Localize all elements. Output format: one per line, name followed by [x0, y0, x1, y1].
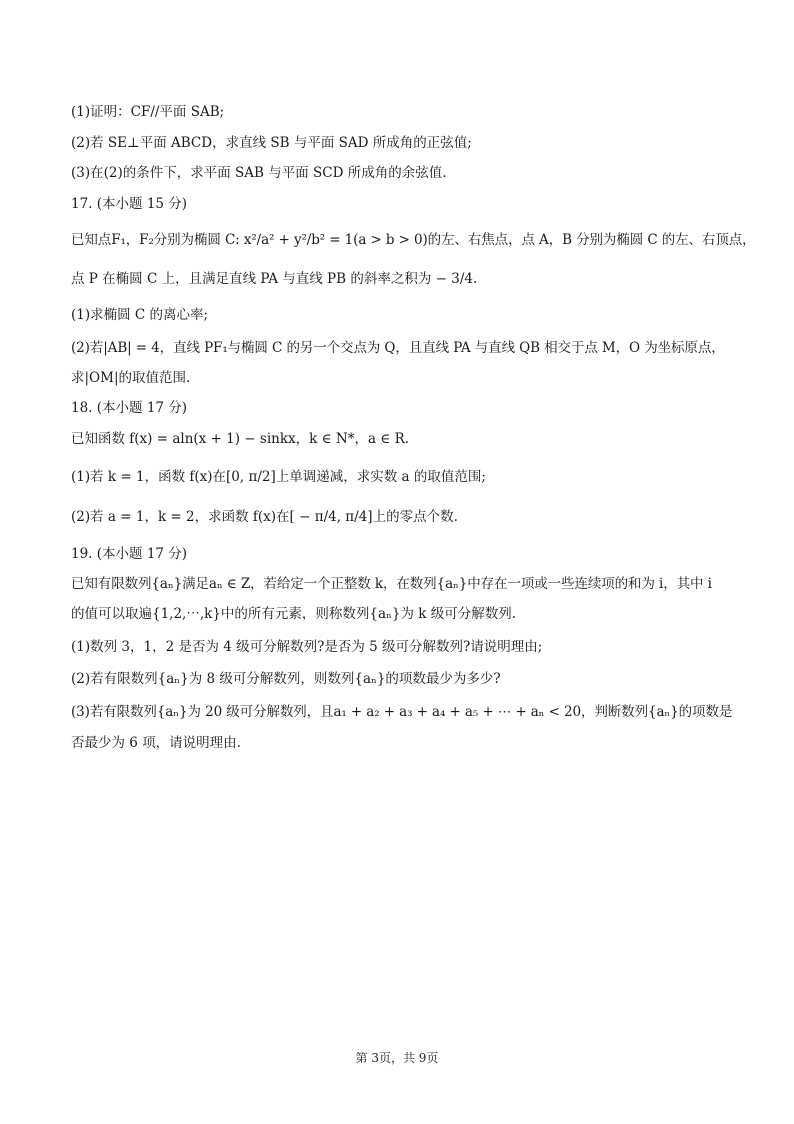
q19-stem-line1: 已知有限数列{aₙ}满足aₙ ∈ Z，若给定一个正整数 k，在数列{aₙ}中存在一项或一些连续项的和为 i，其中 i [71, 576, 712, 592]
q18-stem: 已知函数 f(x) = aln(x + 1) − sinkx，k ∈ N*，a ∈ R. [71, 431, 410, 447]
q19-part1: (1)数列 3，1，2 是否为 4 级可分解数列?是否为 5 级可分解数列?请说明理由; [71, 639, 543, 655]
q17-header: 17. (本小题 15 分) [71, 196, 188, 212]
q17-stem-line1: 已知点F₁，F₂分别为椭圆 C: x²/a² + y²/b² = 1(a > b > 0)的左、右焦点，点 A，B 分别为椭圆 C 的左、右顶点， [71, 232, 756, 248]
q18-part2: (2)若 a = 1，k = 2，求函数 f(x)在[ − π/4, π/4]上的零点个数. [71, 509, 458, 525]
q19-part2: (2)若有限数列{aₙ}为 8 级可分解数列，则数列{aₙ}的项数最少为多少? [71, 671, 501, 687]
q16-part3: (3)在(2)的条件下，求平面 SAB 与平面 SCD 所成角的余弦值. [71, 165, 447, 181]
q19-header: 19. (本小题 17 分) [71, 546, 188, 562]
q16-part2: (2)若 SE⊥平面 ABCD，求直线 SB 与平面 SAD 所成角的正弦值; [71, 135, 472, 151]
q17-part1: (1)求椭圆 C 的离心率; [71, 307, 209, 323]
q19-part3-line2: 否最少为 6 项，请说明理由. [71, 735, 241, 751]
q19-part3-line1: (3)若有限数列{aₙ}为 20 级可分解数列，且a₁ + a₂ + a₃ + a₄ + a₅ + ⋯ + aₙ < 20，判断数列{aₙ}的项数是 [71, 704, 733, 720]
page-footer: 第 3页，共 9页 [355, 1051, 439, 1065]
q18-part1: (1)若 k = 1，函数 f(x)在[0, π/2]上单调递减，求实数 a 的取值范围; [71, 469, 486, 485]
q17-part2-line1: (2)若|AB| = 4，直线 PF₁与椭圆 C 的另一个交点为 Q，且直线 PA 与直线 QB 相交于点 M，O 为坐标原点， [71, 340, 725, 356]
q18-header: 18. (本小题 17 分) [71, 400, 188, 416]
q16-part1: (1)证明：CF//平面 SAB; [71, 104, 225, 120]
q19-stem-line2: 的值可以取遍{1,2,⋯,k}中的所有元素，则称数列{aₙ}为 k 级可分解数列. [71, 606, 517, 622]
q17-part2-line2: 求|OM|的取值范围. [71, 370, 191, 386]
q17-stem-line2: 点 P 在椭圆 C 上，且满足直线 PA 与直线 PB 的斜率之积为 − 3/4. [71, 271, 478, 287]
